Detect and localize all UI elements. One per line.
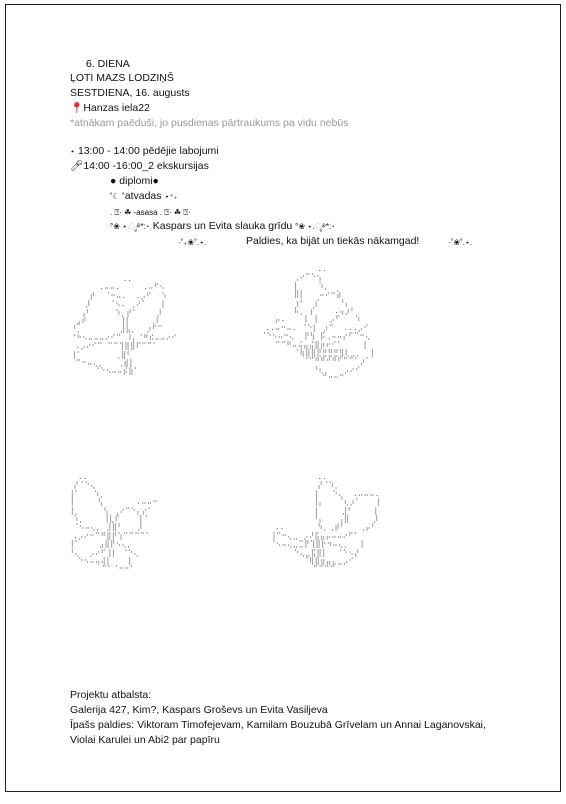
schedule-item-ekskursijas-text: 14:00 -16:00_2 ekskursijas: [83, 160, 209, 172]
address-text: Hanzas iela22: [83, 102, 150, 114]
atvadas-text: atvadas: [124, 190, 162, 202]
atvadas-line: [110, 190, 178, 203]
clover-decoration: . ⍰· ☘: [110, 208, 134, 217]
special-thanks-cont: Violai Karulei un Abi2 par papīru: [70, 734, 220, 746]
ascii-butterfly-art: .. ⡜⠈⠱⡀ ⢸ ⠑⢄ .⠤⠤⠤. ⢸⡄ ⠈⢆⡰⠁ ⢸ ⢸ ⣸⠃ ⢸ ⠘⡄ ⢠⣿ ⡸ .. ⠳⡀⢀⡾⠃ ⢀⡤⠃ ⢸⠉⠒⢄⣀ ⡠⠜⣯⣤⡤⠤⠤⠔⠋⠁ ⠈⠢⠤⢄⣀⣉⡟⢹⣿⡗⠲⠤⢄⡀ ⢸ ⠑⢄⣀⣯⣿⡇ ⠈⠑⠢⡜ ⠈⢿⣿⣶⣤⣄⣀⡠⠊ ⠉⠉⠉⠉: [270, 473, 381, 574]
ascii-butterfly-art: .. .⠤⠤. .⠤⠋⠢ ⡞ ⠈⠒⠤. .⡠⠋ ⠱ ⡸ ⠈⠢. ⢀⠔⠁ ⡇ ⢠⠃ ⠱⡀⡞⠁ ⡸ ⣠⠞ ⢸⡇ ⢀⠇ ⠘⡀ ⣸⣧⡀ ⡰⠋⠉ ⠈⠓⠢⠤⠤⠤⠔⠊⠉ ⠸⡄⠈⠛⠮⠤⠤⠔⠊ .⡠⠔⠊⠉ ⠉⠉⢹⣿⣿⠏⠉⠉⠁ ⢸⠁ ⢀⣿⠃ ⠉⠒⠤⢄⡀ ⢀⣾⡇ ⠈⠑⠢⠤⠤⡮⣷⠁: [71, 275, 177, 376]
support-title: Projektu atbalsta:: [70, 689, 152, 701]
dot-icon: ●: [152, 175, 159, 187]
support-names: Galerija 427, Kim?, Kaspars Groševs un Evita Vasiljeva: [70, 704, 328, 716]
flower-decoration: °❀ ⋆.ೃ࿔*:･: [295, 222, 336, 231]
day-heading: 6. DIENA: [86, 58, 130, 70]
clover-decoration: . ⍰· ☘ ⍰·: [157, 208, 191, 217]
address-line: [70, 102, 150, 115]
special-thanks: Īpašs paldies: Viktoram Timofejevam, Kamilam Bouzubā Grīvelam un Annai Laganovskai,: [70, 719, 486, 731]
note-line: *atnākam paēduši, jo pusdienas pārtraukums pa vidu nebūs: [70, 117, 349, 129]
diplomi-line: [110, 175, 159, 188]
schedule-item-ekskursijas: [70, 160, 209, 173]
asasa-text: -asasa: [133, 208, 158, 217]
diplomi-text: diplomi: [119, 175, 153, 187]
flower-decoration: ·˚₊❀˚.⋆.: [178, 238, 207, 247]
ascii-butterfly-art: .. ⢀⠔⠉⠑⢢ ⡇ ⠱⡀ ⣿⡇ ⠤⠔⠒⣵ ⢰⠃ ⡎ ⠘⡄ ⠧⡀ ⡎ .⢤⡰⠃ ⡤. ⡇ ⡇ ⡠⠋ ⠱ ..⠤⠒⠤. ⠈⠑⡇ ⡰⠉ ...⡠⠊ ⠈⠑⠢⠤⠒⢄ ⡟⢳ ⡯⢀⠤⠤⡔⠋⠉⠒⢄ ⠉⠉⠛⠤⢬⣤⣬⣿⡶⠖⠊⠁ ⢸ ⠈⢷⣿⣿⣟⣛⣛⣛⣻⢇⣀⡀ ⡇ ⠈⠉⠛⠛⠚⠛⠋⠉⠉⠁⡰⠁ ⠘⢆⡀ ⡠⠔⠊ ⠉⠒⠒⠉: [261, 265, 377, 383]
star-icon: ⋆: [70, 147, 76, 156]
page-title: ĻOTI MAZS LODZIŅŠ: [70, 72, 174, 84]
schedule-item-labojumi: [70, 145, 219, 158]
sparkle-icon: ⋆⁺₊: [164, 192, 178, 201]
moon-icon: ˚☾ ˚: [110, 192, 125, 201]
asasa-line: [110, 206, 191, 219]
flower-decoration: °❀ ⋆.ೃ࿔*:･: [110, 222, 150, 231]
ascii-butterfly-art: .. ⡜⠈⠑⢄ ⢸⠁ ⠱⡀ ⢸ ⢣ .⠤⠤⠒ ⢸⡀ ⢣ ⢀⠔⠉⠑⡄⡔⠁ ⠱⡀ ⢸⣇⠏ ⡇⠁ ⠈⠢⠤⢄⡀ ⣸⣿⠃ ⡸ .⡠⠔⠒⠉⠛⣿⡟⢱⠉⠉⠉⠉⠁ ⢸⠁ ⣠⣿⡟⠢⢄⡀ ⠘⢄ ⡠⠔⠋⢸⡇ ⠈⠑⢄ ⠑⠢⠤⢤⢼⡇ ⢸ ⠉⠁⠈⠒⠒⠁: [68, 473, 159, 574]
location-pin-icon: 📍︎: [70, 102, 84, 114]
dot-icon: ●: [110, 175, 117, 187]
schedule-item-labojumi-text: 13:00 - 14:00 pēdējie labojumi: [77, 145, 219, 157]
thanks-line: Paldies, ka bijāt un tiekās nākamgad!: [246, 235, 420, 247]
date-line: SESTDIENA, 16. augusts: [70, 87, 190, 99]
kaspars-line: [110, 220, 335, 233]
document-page: [5, 4, 561, 792]
flower-decoration: ·˚❀˚.⋆.: [448, 238, 473, 247]
kaspars-text: Kaspars un Evita slauka grīdu: [152, 220, 293, 232]
microphone-icon: 🎤︎: [70, 160, 84, 172]
